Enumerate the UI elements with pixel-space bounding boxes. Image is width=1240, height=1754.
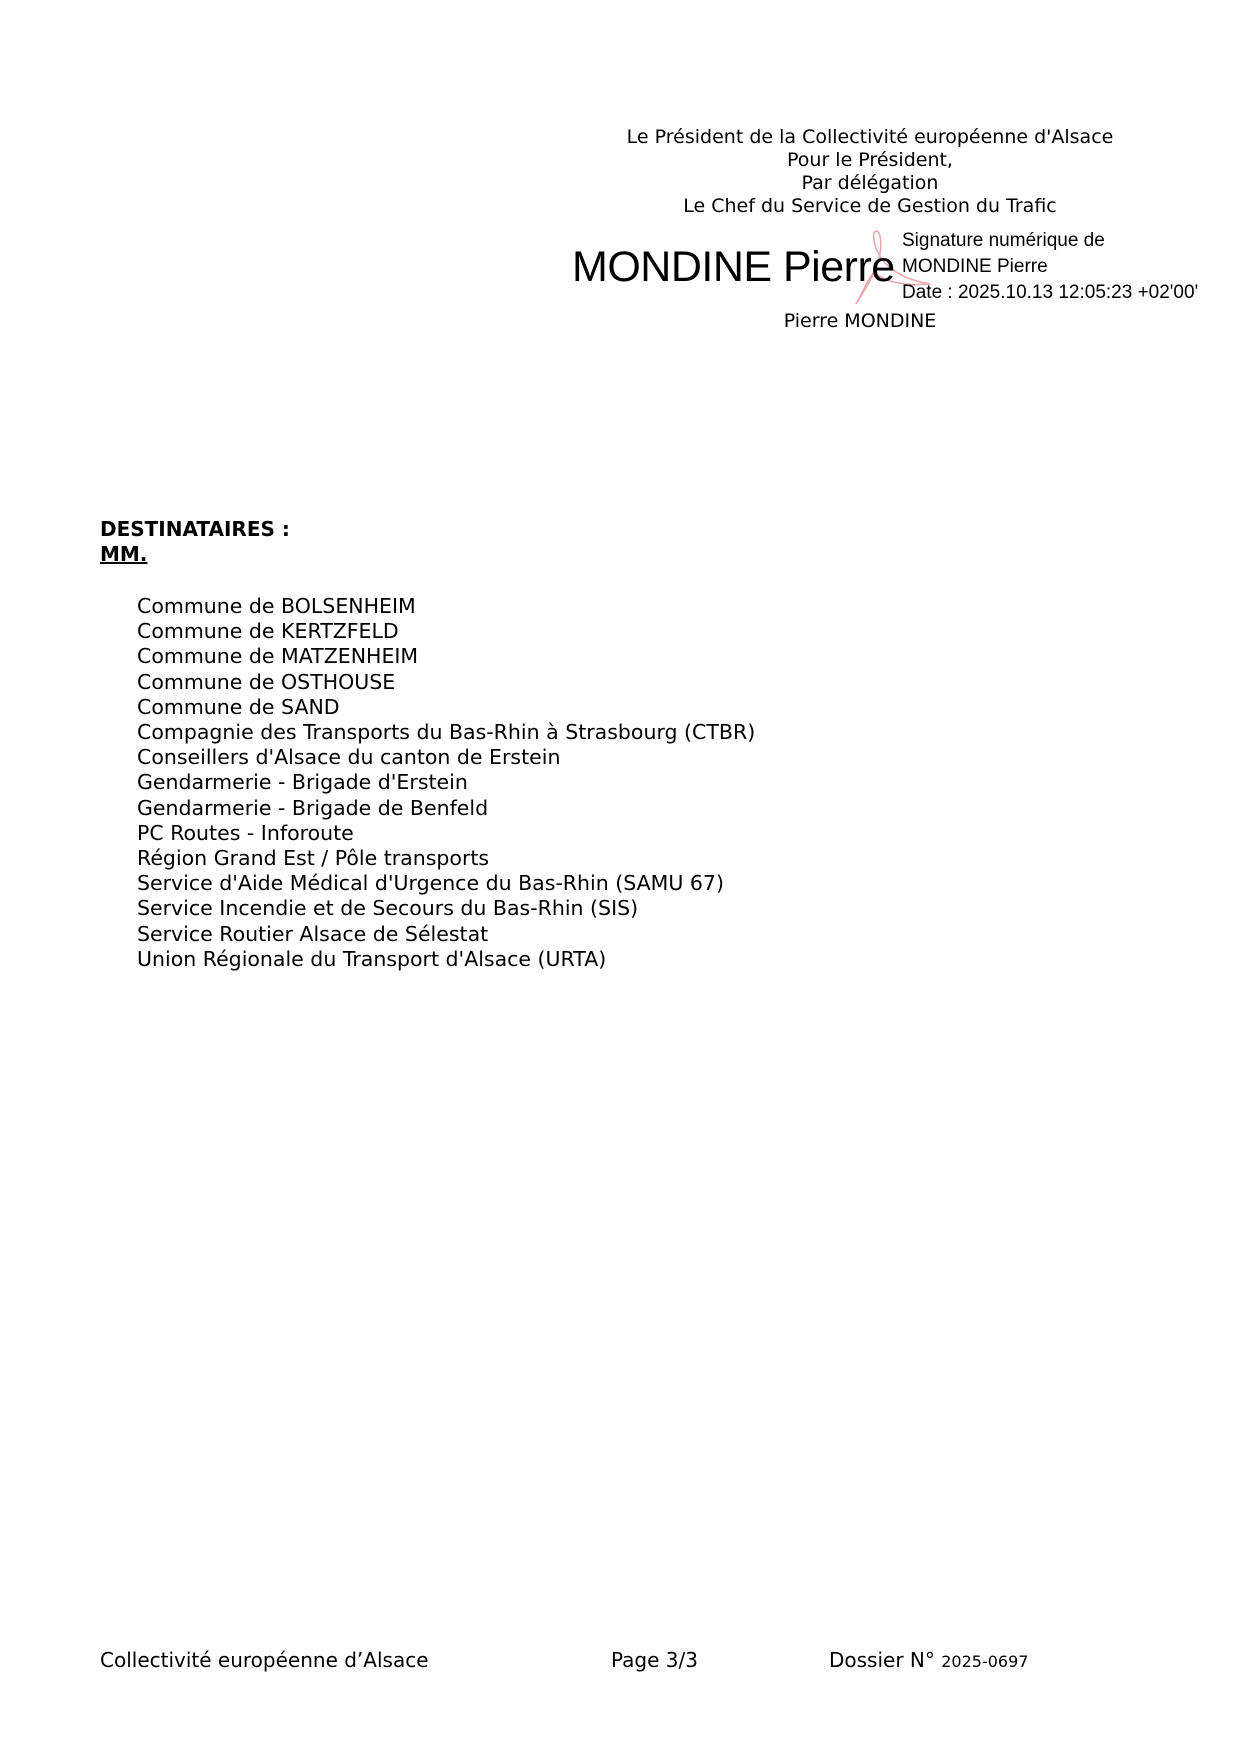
signature-stamp-line: MONDINE Pierre (902, 256, 1048, 277)
recipient-item: Gendarmerie - Brigade d'Erstein (137, 770, 468, 795)
recipient-item: Compagnie des Transports du Bas-Rhin à Strasbourg (CTBR) (137, 720, 756, 745)
signature-line-delegation: Par délégation (801, 172, 939, 194)
footer-organization: Collectivité européenne d’Alsace (100, 1648, 429, 1672)
recipient-item: Gendarmerie - Brigade de Benfeld (137, 795, 489, 820)
recipient-item: Commune de KERTZFELD (137, 619, 399, 644)
recipient-item: Commune de SAND (137, 694, 340, 719)
signature-stamp-line: Date : 2025.10.13 12:05:23 +02'00' (902, 282, 1199, 303)
recipients-subheading: MM. (100, 542, 148, 566)
recipient-item: Service d'Aide Médical d'Urgence du Bas-Rhin (SAMU 67) (137, 871, 724, 896)
signature-stamp-name: MONDINE Pierre (572, 243, 895, 291)
footer-page-number: Page 3/3 (611, 1648, 698, 1672)
signature-line-president: Le Président de la Collectivité européenne d'Alsace (626, 126, 1114, 148)
recipient-item: Région Grand Est / Pôle transports (137, 846, 490, 871)
recipient-item: Commune de MATZENHEIM (137, 644, 419, 669)
recipient-item: Union Régionale du Transport d'Alsace (URTA) (137, 946, 607, 971)
recipient-item: Service Routier Alsace de Sélestat (137, 921, 489, 946)
signature-title-block (560, 126, 1180, 218)
footer-dossier-number: 2025-0697 (941, 1652, 1029, 1671)
recipient-item: Commune de BOLSENHEIM (137, 594, 416, 618)
signature-line-service-chief: Le Chef du Service de Gestion du Trafic (683, 195, 1057, 217)
signature-stamp-line: Signature numérique de (902, 230, 1105, 251)
recipient-item: Commune de OSTHOUSE (137, 669, 396, 694)
recipients-list (137, 594, 755, 972)
signature-stamp-details (902, 228, 1198, 306)
footer-dossier (829, 1647, 1028, 1675)
signature-line-for-president: Pour le Président, (787, 149, 953, 171)
recipient-item: PC Routes - Inforoute (137, 820, 354, 845)
recipients-heading: DESTINATAIRES : (100, 517, 290, 541)
recipient-item: Service Incendie et de Secours du Bas-Rhin (SIS) (137, 896, 639, 921)
footer-dossier-label: Dossier N° (829, 1648, 935, 1672)
signer-name: Pierre MONDINE (783, 310, 937, 332)
recipient-item: Conseillers d'Alsace du canton de Erstein (137, 745, 561, 770)
